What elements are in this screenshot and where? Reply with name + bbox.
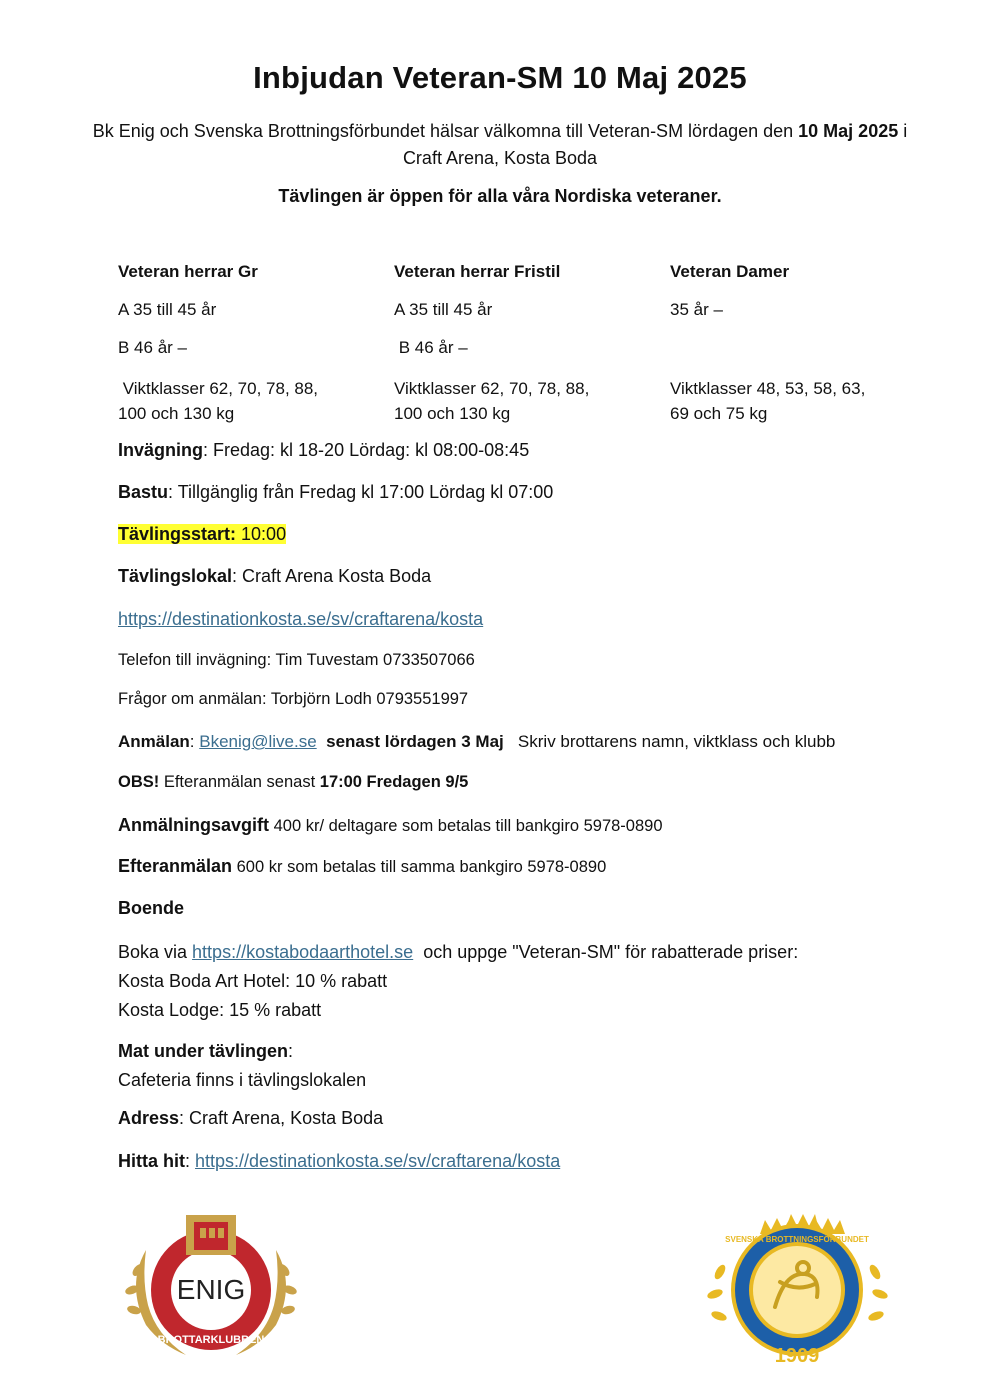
age-class-b: B 46 år –	[394, 338, 468, 357]
venue-info: Tävlingslokal: Craft Arena Kosta Boda	[118, 566, 432, 586]
registration-fee: Anmälningsavgift 400 kr/ deltagare som betalas till bankgiro 5978-0890	[118, 815, 663, 835]
intro-venue: Craft Arena, Kosta Boda	[402, 148, 598, 168]
directions-link[interactable]: https://destinationkosta.se/sv/craftarena/kosta	[195, 1151, 561, 1171]
food-info: Mat under tävlingen: Cafeteria finns i tävlingslokalen	[118, 1041, 367, 1090]
category-column-damer	[670, 262, 865, 426]
accommodation-info: Boka via https://kostabodaarthotel.se och uppge "Veteran-SM" för rabatterade priser: Kosta Boda Art Hotel: 10 % rabatt Kosta Lodge: 15 % rabatt	[118, 942, 799, 1020]
accommodation-heading: Boende	[118, 898, 185, 918]
venue-link-line	[118, 609, 483, 630]
hotel-discount-2: Kosta Lodge: 15 % rabatt	[118, 1000, 322, 1020]
venue-link[interactable]: https://destinationkosta.se/sv/craftarena/kosta	[118, 609, 484, 629]
weigh-in-info: Invägning: Fredag: kl 18-20 Lördag: kl 08:00-08:45	[118, 440, 530, 460]
registration-info: Anmälan: Bkenig@live.se senast lördagen 3 Maj Skriv brottarens namn, viktklass och klubb	[118, 732, 836, 751]
questions-info: Frågor om anmälan: Torbjörn Lodh 0793551997	[118, 690, 469, 708]
weight-classes: Viktklasser 62, 70, 78, 88, 100 och 130 kg	[118, 379, 319, 423]
phone-info: Telefon till invägning: Tim Tuvestam 0733507066	[118, 651, 475, 669]
open-statement: Tävlingen är öppen för alla våra Nordiska veteraner.	[278, 186, 722, 206]
registration-email-link[interactable]: Bkenig@live.se	[199, 732, 317, 751]
sbf-logo-year: 1909	[774, 1345, 820, 1367]
intro-text: Bk Enig och Svenska Brottningsförbundet hälsar välkomna till Veteran-SM lördagen den	[92, 121, 799, 141]
page-title: Inbjudan Veteran-SM 10 Maj 2025	[253, 60, 747, 95]
age-class-a: 35 år –	[670, 300, 723, 319]
enig-club-logo	[116, 1210, 306, 1360]
category-heading: Veteran herrar Fristil	[394, 262, 561, 281]
enig-logo-name: ENIG	[176, 1274, 246, 1305]
age-class-b: B 46 år –	[118, 338, 187, 357]
intro-text-end: i	[898, 121, 908, 141]
sbf-logo-ring-text: SVENSKA BROTTNINGSFÖRBUNDET	[725, 1235, 869, 1244]
age-class-a: A 35 till 45 år	[118, 300, 217, 319]
intro-date: 10 Maj 2025	[798, 121, 899, 141]
address-info: Adress: Craft Arena, Kosta Boda	[118, 1108, 384, 1128]
hotel-link[interactable]: https://kostabodaarthotel.se	[192, 942, 414, 962]
hotel-discount-1: Kosta Boda Art Hotel: 10 % rabatt	[118, 971, 388, 991]
sbf-federation-logo	[705, 1212, 890, 1367]
category-heading: Veteran Damer	[670, 262, 790, 281]
weight-classes: Viktklasser 48, 53, 58, 63, 69 och 75 kg	[670, 379, 866, 423]
enig-logo-ring-text: BROTTARKLUBBEN	[157, 1334, 265, 1346]
competition-start: Tävlingsstart: 10:00	[118, 524, 287, 544]
age-class-b	[670, 338, 865, 376]
age-class-a: A 35 till 45 år	[394, 300, 493, 319]
sauna-info: Bastu: Tillgänglig från Fredag kl 17:00 Lördag kl 07:00	[118, 482, 554, 502]
category-column-gr	[118, 262, 318, 426]
intro-paragraph	[50, 118, 950, 172]
category-heading: Veteran herrar Gr	[118, 262, 258, 281]
late-registration-note: OBS! Efteranmälan senast 17:00 Fredagen 9/5	[118, 773, 469, 791]
category-column-fristil	[394, 262, 589, 426]
directions-info: Hitta hit: https://destinationkosta.se/sv/craftarena/kosta	[118, 1151, 561, 1171]
late-registration-fee: Efteranmälan 600 kr som betalas till samma bankgiro 5978-0890	[118, 856, 607, 876]
weight-classes: Viktklasser 62, 70, 78, 88, 100 och 130 kg	[394, 379, 590, 423]
